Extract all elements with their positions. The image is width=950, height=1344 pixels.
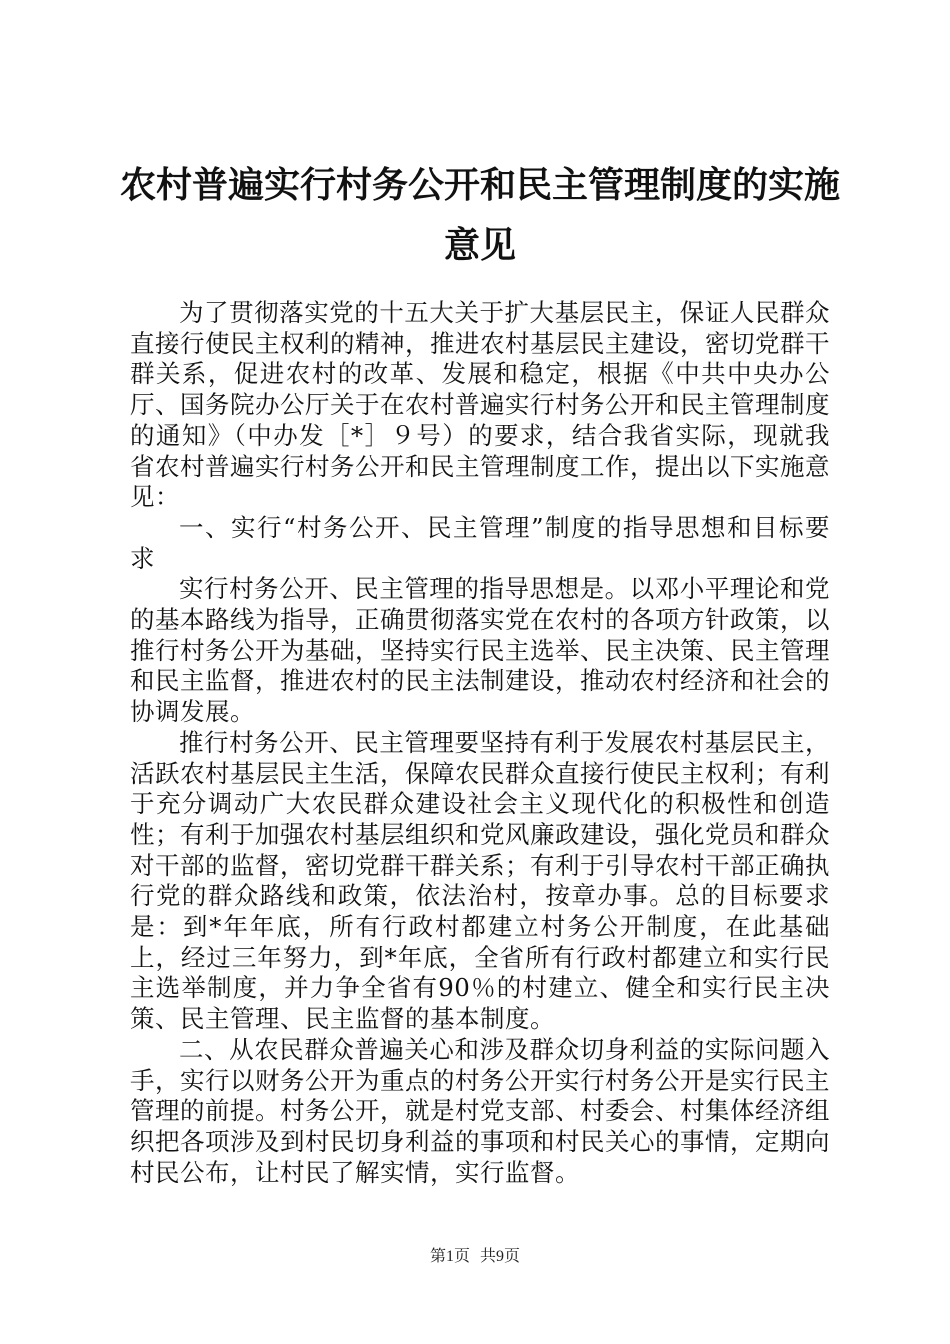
page-number: 第1页	[429, 1248, 470, 1265]
document-body	[130, 298, 830, 1188]
paragraph-guiding-ideology: 实行村务公开、民主管理的指导思想是。以邓小平理论和党的基本路线为指导，正确贯彻落实党在农村的各项方针政策，以推行村务公开为基础，坚持实行民主选举、民主决策、民主管理和民主监督，推进农村的民主法制建设，推动农村经济和社会的协调发展。	[130, 574, 830, 727]
paragraph-intro: 为了贯彻落实党的十五大关于扩大基层民主，保证人民群众直接行使民主权利的精神，推进农村基层民主建设，密切党群干群关系，促进农村的改革、发展和稳定，根据《中共中央办公厅、国务院办公厅关于在农村普遍实行村务公开和民主管理制度的通知》（中办发［*］９号）的要求，结合我省实际，现就我省农村普遍实行村务公开和民主管理制度工作，提出以下实施意见：	[130, 298, 830, 512]
paragraph-goals: 推行村务公开、民主管理要坚持有利于发展农村基层民主，活跃农村基层民主生活，保障农民群众直接行使民主权利；有利于充分调动广大农民群众建设社会主义现代化的积极性和创造性；有利于加强农村基层组织和党风廉政建设，强化党员和群众对干部的监督，密切党群干群关系；有利于引导农村干部正确执行党的群众路线和政策，依法治村，按章办事。总的目标要求是：到*年年底，所有行政村都建立村务公开制度，在此基础上，经过三年努力，到*年底，全省所有行政村都建立和实行民主选举制度，并力争全省有90％的村建立、健全和实行民主决策、民主管理、民主监督的基本制度。	[130, 727, 830, 1034]
section-heading-2: 二、从农民群众普遍关心和涉及群众切身利益的实际问题入手，实行以财务公开为重点的村务公开实行村务公开是实行民主管理的前提。村务公开，就是村党支部、村委会、村集体经济组织把各项涉及到村民切身利益的事项和村民关心的事情，定期向村民公布，让村民了解实情，实行监督。	[130, 1034, 830, 1187]
document-title-line-1: 农村普遍实行村务公开和民主管理制度的实施	[119, 165, 840, 206]
page-footer	[0, 1247, 950, 1267]
document-title-line-2: 意见	[443, 225, 516, 266]
section-heading-1: 一、实行“村务公开、民主管理”制度的指导思想和目标要求	[130, 512, 830, 573]
page-total: 共9页	[480, 1248, 521, 1265]
